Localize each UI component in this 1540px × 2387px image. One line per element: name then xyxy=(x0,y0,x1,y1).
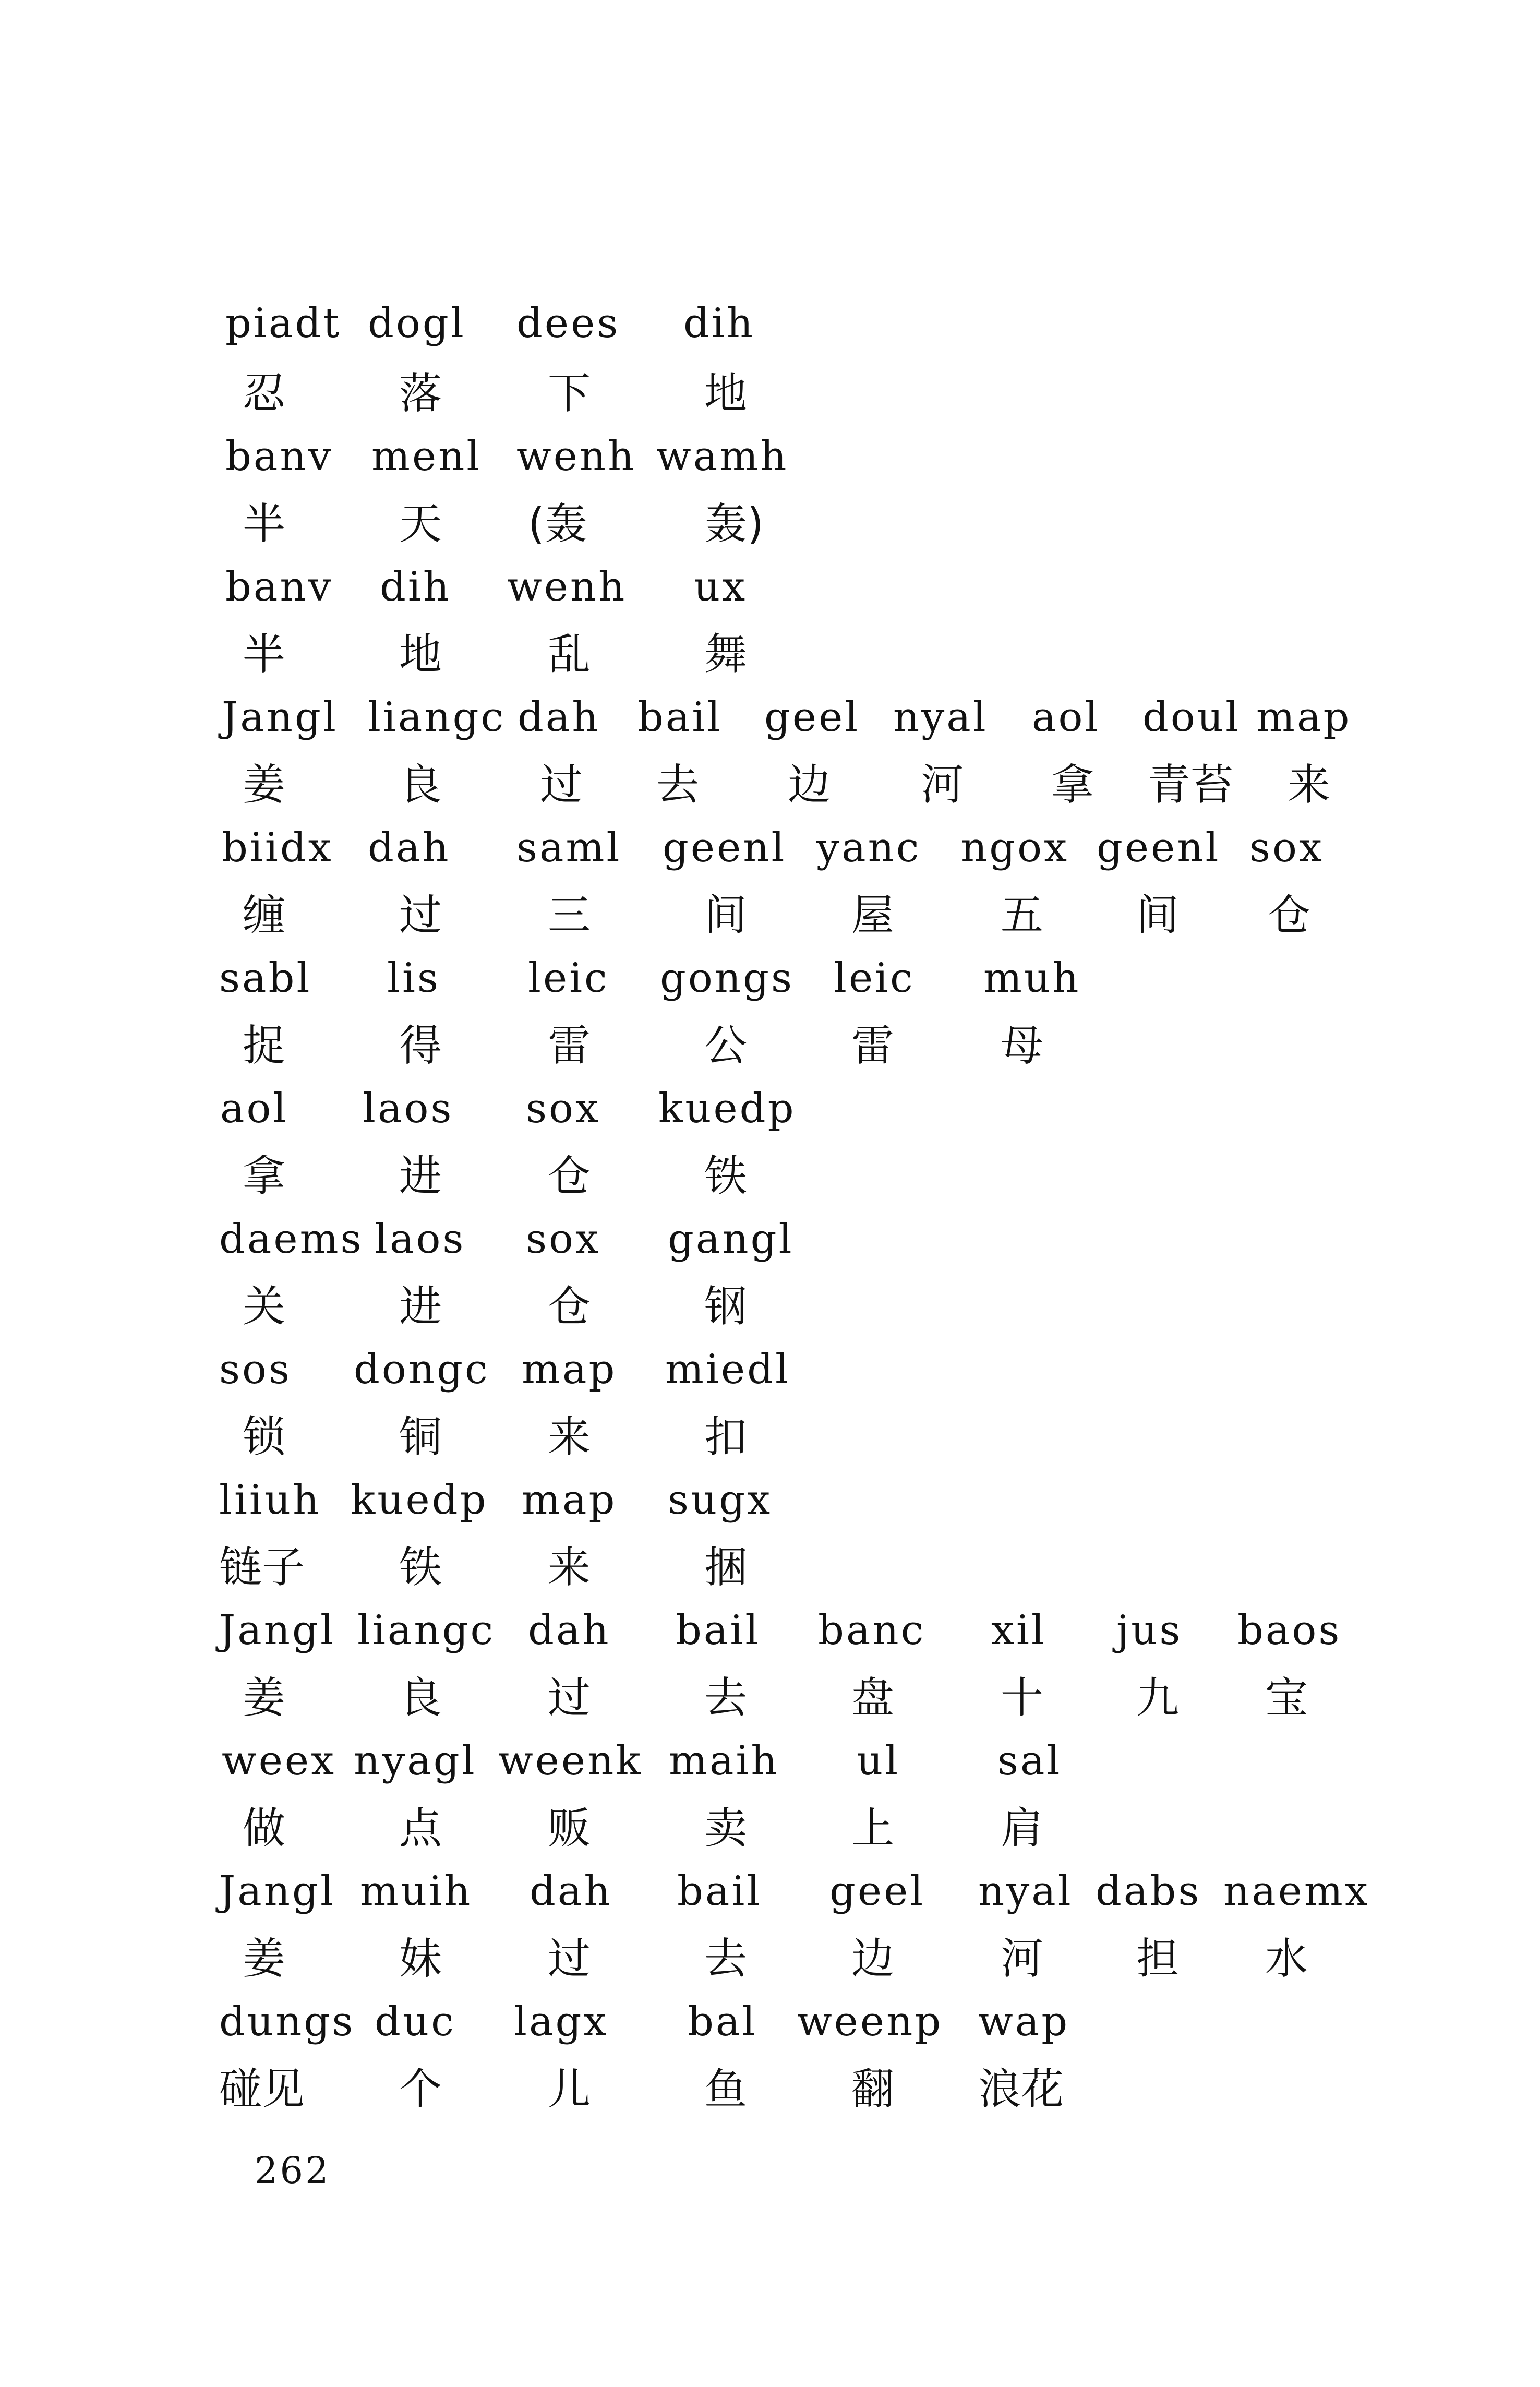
word: 得 xyxy=(399,1021,442,1071)
word: 肩 xyxy=(1001,1804,1044,1853)
word: weenp xyxy=(797,1998,943,2045)
word: map xyxy=(522,1477,617,1524)
word: liiuh xyxy=(219,1477,321,1524)
word: 过 xyxy=(540,760,583,810)
word: 三 xyxy=(548,891,591,940)
line-2-romanization xyxy=(0,425,1540,488)
word: bal xyxy=(688,1998,757,2045)
word: 过 xyxy=(548,1934,591,1984)
word: piadt xyxy=(225,300,342,347)
word: kuedp xyxy=(658,1085,796,1132)
word: 捉 xyxy=(243,1021,286,1071)
line-9-chinese xyxy=(0,1406,1540,1469)
word: gongs xyxy=(660,955,795,1002)
word: jus xyxy=(1116,1607,1183,1654)
word: 十 xyxy=(1001,1673,1044,1723)
line-2-chinese xyxy=(0,493,1540,556)
word: 忍 xyxy=(243,369,286,418)
line-6-romanization xyxy=(0,947,1540,1010)
word: wenh xyxy=(516,433,636,480)
word: 鱼 xyxy=(704,2065,748,2114)
line-11-romanization xyxy=(0,1599,1540,1662)
word: 贩 xyxy=(548,1804,591,1853)
word: 雷 xyxy=(851,1021,895,1071)
word: 屋 xyxy=(851,891,895,940)
word: ux xyxy=(694,563,748,610)
word: muih xyxy=(360,1868,473,1915)
word: doul xyxy=(1142,694,1241,741)
word: 妹 xyxy=(399,1934,442,1984)
word: bail xyxy=(677,1868,762,1915)
word: nyal xyxy=(893,694,988,741)
word: sabl xyxy=(219,955,312,1002)
line-12-chinese xyxy=(0,1797,1540,1860)
word: 仓 xyxy=(548,1282,591,1332)
word: 半 xyxy=(243,499,286,549)
word: 水 xyxy=(1265,1934,1308,1984)
word: 点 xyxy=(399,1804,442,1853)
word: nyal xyxy=(978,1868,1073,1915)
line-7-romanization xyxy=(0,1077,1540,1140)
word: weenk xyxy=(498,1737,643,1784)
line-8-romanization xyxy=(0,1208,1540,1270)
line-4-romanization xyxy=(0,686,1540,749)
line-5-chinese xyxy=(0,884,1540,947)
word: 半 xyxy=(243,630,286,679)
word: banc xyxy=(818,1607,926,1654)
word: 浪花 xyxy=(978,2065,1064,2114)
word: sox xyxy=(526,1085,600,1132)
word: 锁 xyxy=(243,1412,286,1462)
word: map xyxy=(1256,694,1352,741)
word: ul xyxy=(857,1737,900,1784)
word: (轰 xyxy=(528,499,587,549)
word: 卖 xyxy=(704,1804,748,1853)
word: ngox xyxy=(961,824,1069,871)
word: 地 xyxy=(399,630,442,679)
word: wenh xyxy=(507,563,627,610)
line-7-chinese xyxy=(0,1145,1540,1208)
word: dih xyxy=(380,563,452,610)
word: bail xyxy=(676,1607,761,1654)
word: 翻 xyxy=(851,2065,895,2114)
word: dees xyxy=(516,300,620,347)
word: Jangl xyxy=(219,1868,335,1915)
word: 间 xyxy=(704,891,748,940)
word: map xyxy=(522,1346,617,1393)
word: dah xyxy=(530,1868,612,1915)
word: 母 xyxy=(1001,1021,1044,1071)
line-12-romanization xyxy=(0,1730,1540,1792)
line-13-chinese xyxy=(0,1928,1540,1990)
word: 九 xyxy=(1136,1673,1180,1723)
word: 进 xyxy=(399,1282,442,1332)
word: sos xyxy=(219,1346,292,1393)
line-1-romanization xyxy=(0,292,1540,355)
word: 仓 xyxy=(1268,891,1311,940)
word: weex xyxy=(222,1737,336,1784)
word: geel xyxy=(829,1868,925,1915)
word: 缠 xyxy=(243,891,286,940)
word: xil xyxy=(991,1607,1046,1654)
word: aol xyxy=(220,1085,288,1132)
word: daems xyxy=(219,1216,364,1263)
word: 去 xyxy=(704,1673,748,1723)
word: sox xyxy=(526,1216,600,1263)
word: liangc xyxy=(368,694,506,741)
line-3-chinese xyxy=(0,623,1540,686)
word: Jangl xyxy=(222,694,338,741)
word: 青苔 xyxy=(1148,760,1234,810)
word: dongc xyxy=(354,1346,490,1393)
word: 个 xyxy=(399,2065,442,2114)
word: dih xyxy=(683,300,755,347)
line-11-chinese xyxy=(0,1667,1540,1730)
word: 河 xyxy=(1001,1934,1044,1984)
word: miedl xyxy=(665,1346,790,1393)
word: 过 xyxy=(548,1673,591,1723)
word: saml xyxy=(516,824,622,871)
line-13-romanization xyxy=(0,1860,1540,1923)
word: 儿 xyxy=(548,2065,591,2114)
word: 姜 xyxy=(243,1673,286,1723)
word: 铜 xyxy=(399,1412,442,1462)
word: 进 xyxy=(399,1151,442,1201)
word: 良 xyxy=(399,760,442,810)
word: 五 xyxy=(1001,891,1044,940)
word: 链子 xyxy=(219,1543,305,1592)
word: banv xyxy=(225,433,333,480)
word: wamh xyxy=(656,433,789,480)
word: dah xyxy=(518,694,600,741)
line-9-romanization xyxy=(0,1338,1540,1401)
word: 来 xyxy=(548,1412,591,1462)
word: dabs xyxy=(1096,1868,1201,1915)
word: 宝 xyxy=(1265,1673,1308,1723)
word: lis xyxy=(387,955,440,1002)
word: 盘 xyxy=(851,1673,895,1723)
word: 拿 xyxy=(1051,760,1094,810)
line-4-chinese xyxy=(0,754,1540,817)
word: sugx xyxy=(668,1477,773,1524)
word: 地 xyxy=(704,369,748,418)
line-5-romanization xyxy=(0,817,1540,879)
word: aol xyxy=(1032,694,1100,741)
word: 担 xyxy=(1136,1934,1180,1984)
word: 去 xyxy=(704,1934,748,1984)
word: 边 xyxy=(788,760,831,810)
word: dungs xyxy=(219,1998,355,2045)
line-14-chinese xyxy=(0,2058,1540,2121)
line-8-chinese xyxy=(0,1276,1540,1338)
line-10-romanization xyxy=(0,1469,1540,1531)
word: 做 xyxy=(243,1804,286,1853)
word: wap xyxy=(978,1998,1070,2045)
line-1-chinese xyxy=(0,363,1540,425)
word: 天 xyxy=(399,499,442,549)
word: bail xyxy=(637,694,723,741)
word: 雷 xyxy=(548,1021,591,1071)
word: 落 xyxy=(399,369,442,418)
word: muh xyxy=(983,955,1081,1002)
word: 边 xyxy=(851,1934,895,1984)
word: laos xyxy=(363,1085,454,1132)
word: leic xyxy=(528,955,609,1002)
word: maih xyxy=(669,1737,779,1784)
word: 姜 xyxy=(243,1934,286,1984)
word: leic xyxy=(834,955,915,1002)
word: baos xyxy=(1237,1607,1342,1654)
word: naemx xyxy=(1223,1868,1370,1915)
word: nyagl xyxy=(354,1737,477,1784)
word: 来 xyxy=(1288,760,1331,810)
word: lagx xyxy=(514,1998,609,2045)
word: menl xyxy=(371,433,482,480)
word: 乱 xyxy=(548,630,591,679)
line-6-chinese xyxy=(0,1015,1540,1077)
word: liangc xyxy=(357,1607,496,1654)
word: banv xyxy=(225,563,333,610)
word: sal xyxy=(997,1737,1062,1784)
word: 拿 xyxy=(243,1151,286,1201)
word: 河 xyxy=(921,760,964,810)
word: 良 xyxy=(399,1673,442,1723)
word: duc xyxy=(375,1998,456,2045)
word: 铁 xyxy=(704,1151,748,1201)
word: 碰见 xyxy=(219,2065,305,2114)
word: 关 xyxy=(243,1282,286,1332)
line-10-chinese xyxy=(0,1537,1540,1599)
word: 上 xyxy=(851,1804,895,1853)
word: kuedp xyxy=(351,1477,488,1524)
word: 铁 xyxy=(399,1543,442,1592)
word: 下 xyxy=(548,369,591,418)
line-3-romanization xyxy=(0,556,1540,618)
word: 去 xyxy=(656,760,700,810)
word: 钢 xyxy=(704,1282,748,1332)
page-number: 262 xyxy=(255,2149,331,2192)
word: 仓 xyxy=(548,1151,591,1201)
word: geenl xyxy=(663,824,787,871)
word: dogl xyxy=(368,300,466,347)
word: geenl xyxy=(1097,824,1221,871)
word: 间 xyxy=(1136,891,1180,940)
word: 舞 xyxy=(704,630,748,679)
word: dah xyxy=(528,1607,611,1654)
word: 过 xyxy=(399,891,442,940)
word: gangl xyxy=(668,1216,794,1263)
word: 姜 xyxy=(243,760,286,810)
word: sox xyxy=(1249,824,1324,871)
word: biidx xyxy=(222,824,333,871)
word: 公 xyxy=(704,1021,748,1071)
word: 捆 xyxy=(704,1543,748,1592)
word: geel xyxy=(764,694,860,741)
word: Jangl xyxy=(219,1607,335,1654)
word: 扣 xyxy=(704,1412,748,1462)
word: laos xyxy=(375,1216,466,1263)
word: dah xyxy=(368,824,451,871)
line-14-romanization xyxy=(0,1990,1540,2053)
word: 轰) xyxy=(704,499,764,549)
word: 来 xyxy=(548,1543,591,1592)
word: yanc xyxy=(816,824,921,871)
